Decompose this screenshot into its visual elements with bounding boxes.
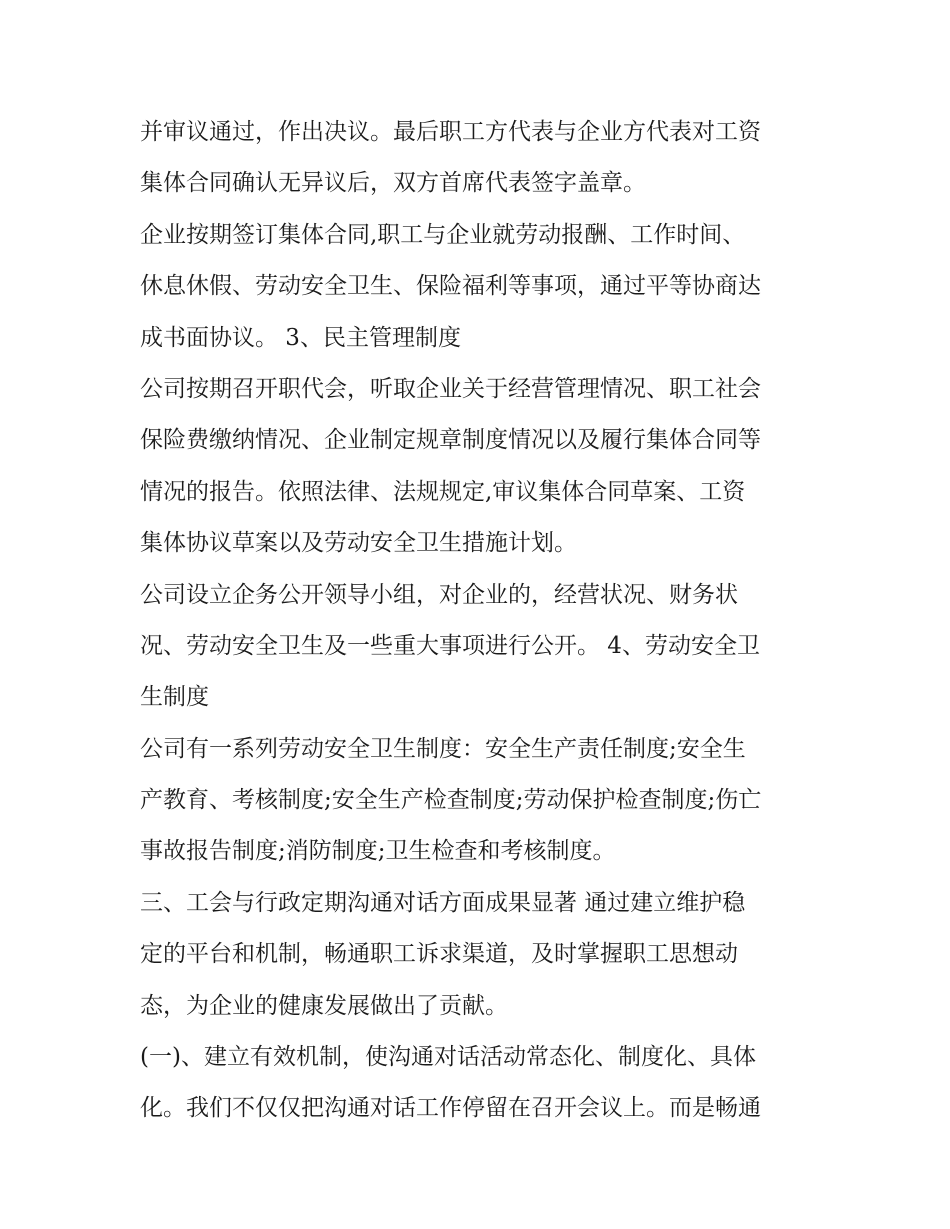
text-line-17: 定的平台和机制，畅通职工诉求渠道，及时掌握职工思想动: [140, 941, 738, 968]
text-line-13: 公司有一系列劳动安全卫生制度：安全生产责任制度;安全生: [140, 735, 746, 762]
text-line-1: 并审议通过，作出决议。最后职工方代表与企业方代表对工资: [140, 119, 761, 145]
text-line-11: 况、劳动安全卫生及一些重大事项进行公开。 4、劳动安全卫: [140, 632, 760, 659]
text-line-15: 事故报告制度;消防制度;卫生检查和考核制度。: [140, 838, 616, 865]
text-line-16: 三、工会与行政定期沟通对话方面成果显著 通过建立维护稳: [140, 889, 746, 916]
text-line-6: 公司按期召开职代会，听取企业关于经营管理情况、职工社会: [140, 375, 761, 402]
text-line-18: 态，为企业的健康发展做出了贡献。: [140, 992, 508, 1019]
text-line-8: 情况的报告。依照法律、法规规定,审议集体合同草案、工资: [140, 478, 746, 505]
text-line-7: 保险费缴纳情况、企业制定规章制度情况以及履行集体合同等: [140, 427, 761, 454]
text-line-3: 企业按期签订集体合同,职工与企业就劳动报酬、工作时间、: [140, 221, 746, 248]
text-line-4: 休息休假、劳动安全卫生、保险福利等事项，通过平等协商达: [140, 273, 761, 300]
text-line-12: 生制度: [140, 684, 209, 711]
text-line-10: 公司设立企务公开领导小组，对企业的，经营状况、财务状: [140, 581, 738, 608]
body-text: [140, 107, 820, 1135]
text-line-9: 集体协议草案以及劳动安全卫生措施计划。: [140, 530, 577, 557]
text-line-19: (一)、建立有效机制，使沟通对话活动常态化、制度化、具体: [140, 1044, 756, 1071]
text-line-14: 产教育、考核制度;安全生产检查制度;劳动保护检查制度;伤亡: [140, 787, 762, 814]
text-line-2: 集体合同确认无异议后，双方首席代表签字盖章。: [140, 170, 646, 197]
text-line-5: 成书面协议。 3、民主管理制度: [140, 324, 461, 351]
text-line-20: 化。我们不仅仅把沟通对话工作停留在召开会议上。而是畅通: [140, 1095, 761, 1122]
